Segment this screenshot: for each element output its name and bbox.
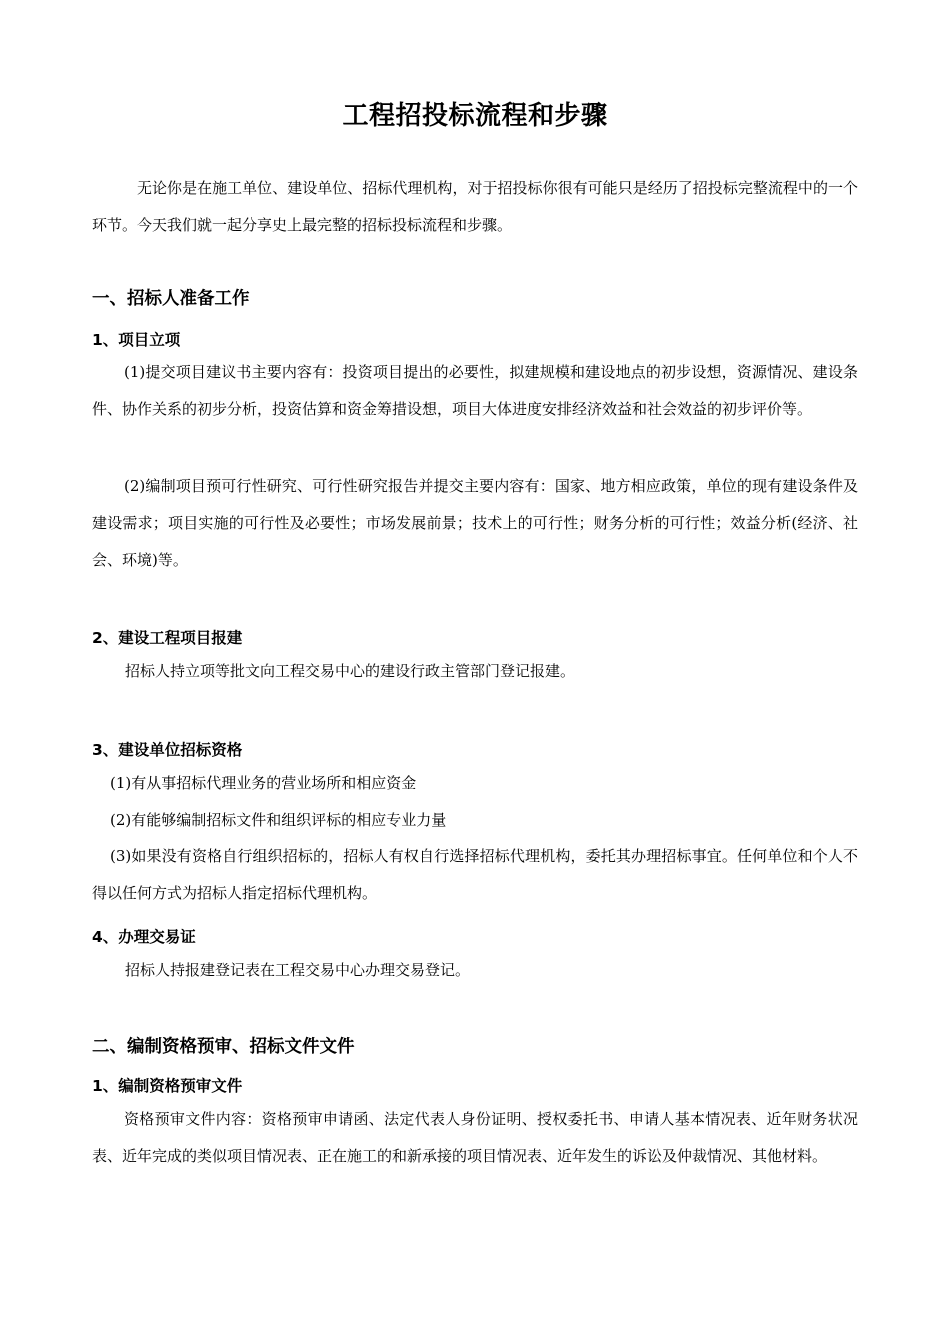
section1-sub4-paragraph: 招标人持报建登记表在工程交易中心办理交易登记。 [125, 961, 471, 979]
section1-sub2-paragraph: 招标人持立项等批文向工程交易中心的建设行政主管部门登记报建。 [125, 662, 576, 680]
section1-sub3-item2: (2)有能够编制招标文件和组织评标的相应专业力量 [110, 811, 447, 829]
section2-sub1-heading: 1、编制资格预审文件 [92, 1077, 243, 1095]
intro-paragraph: 无论你是在施工单位、建设单位、招标代理机构，对于招投标你很有可能只是经历了招投标完整流程中的一个环节。今天我们就一起分享史上最完整的招标投标流程和步骤。 [92, 179, 858, 234]
section1-sub1-paragraph2: (2)编制项目预可行性研究、可行性研究报告并提交主要内容有：国家、地方相应政策，单位的现有建设条件及建设需求；项目实施的可行性及必要性；市场发展前景；技术上的可行性；财务分析的可行性；效益分析(经济、社会、环境)等。 [92, 477, 858, 569]
section2-sub1-paragraph: 资格预审文件内容：资格预审申请函、法定代表人身份证明、授权委托书、申请人基本情况表、近年财务状况表、近年完成的类似项目情况表、正在施工的和新承接的项目情况表、近年发生的诉讼及仲裁情况、其他材料。 [92, 1110, 858, 1165]
section1-heading: 一、招标人准备工作 [92, 289, 250, 309]
section1-sub2-heading: 2、建设工程项目报建 [92, 629, 243, 647]
document-title: 工程招投标流程和步骤 [342, 101, 608, 131]
section1-sub3-item3: (3)如果没有资格自行组织招标的，招标人有权自行选择招标代理机构，委托其办理招标事宜。任何单位和个人不得以任何方式为招标人指定招标代理机构。 [92, 847, 858, 902]
section1-sub3-heading: 3、建设单位招标资格 [92, 741, 243, 759]
section1-sub1-heading: 1、项目立项 [92, 331, 181, 349]
section1-sub4-heading: 4、办理交易证 [92, 928, 196, 946]
section1-sub1-paragraph1: (1)提交项目建议书主要内容有：投资项目提出的必要性，拟建规模和建设地点的初步设想，资源情况、建设条件、协作关系的初步分析，投资估算和资金筹措设想，项目大体进度安排经济效益和社会效益的初步评价等。 [92, 363, 858, 418]
section2-heading: 二、编制资格预审、招标文件文件 [92, 1037, 355, 1057]
section1-sub3-item1: (1)有从事招标代理业务的营业场所和相应资金 [110, 774, 417, 792]
